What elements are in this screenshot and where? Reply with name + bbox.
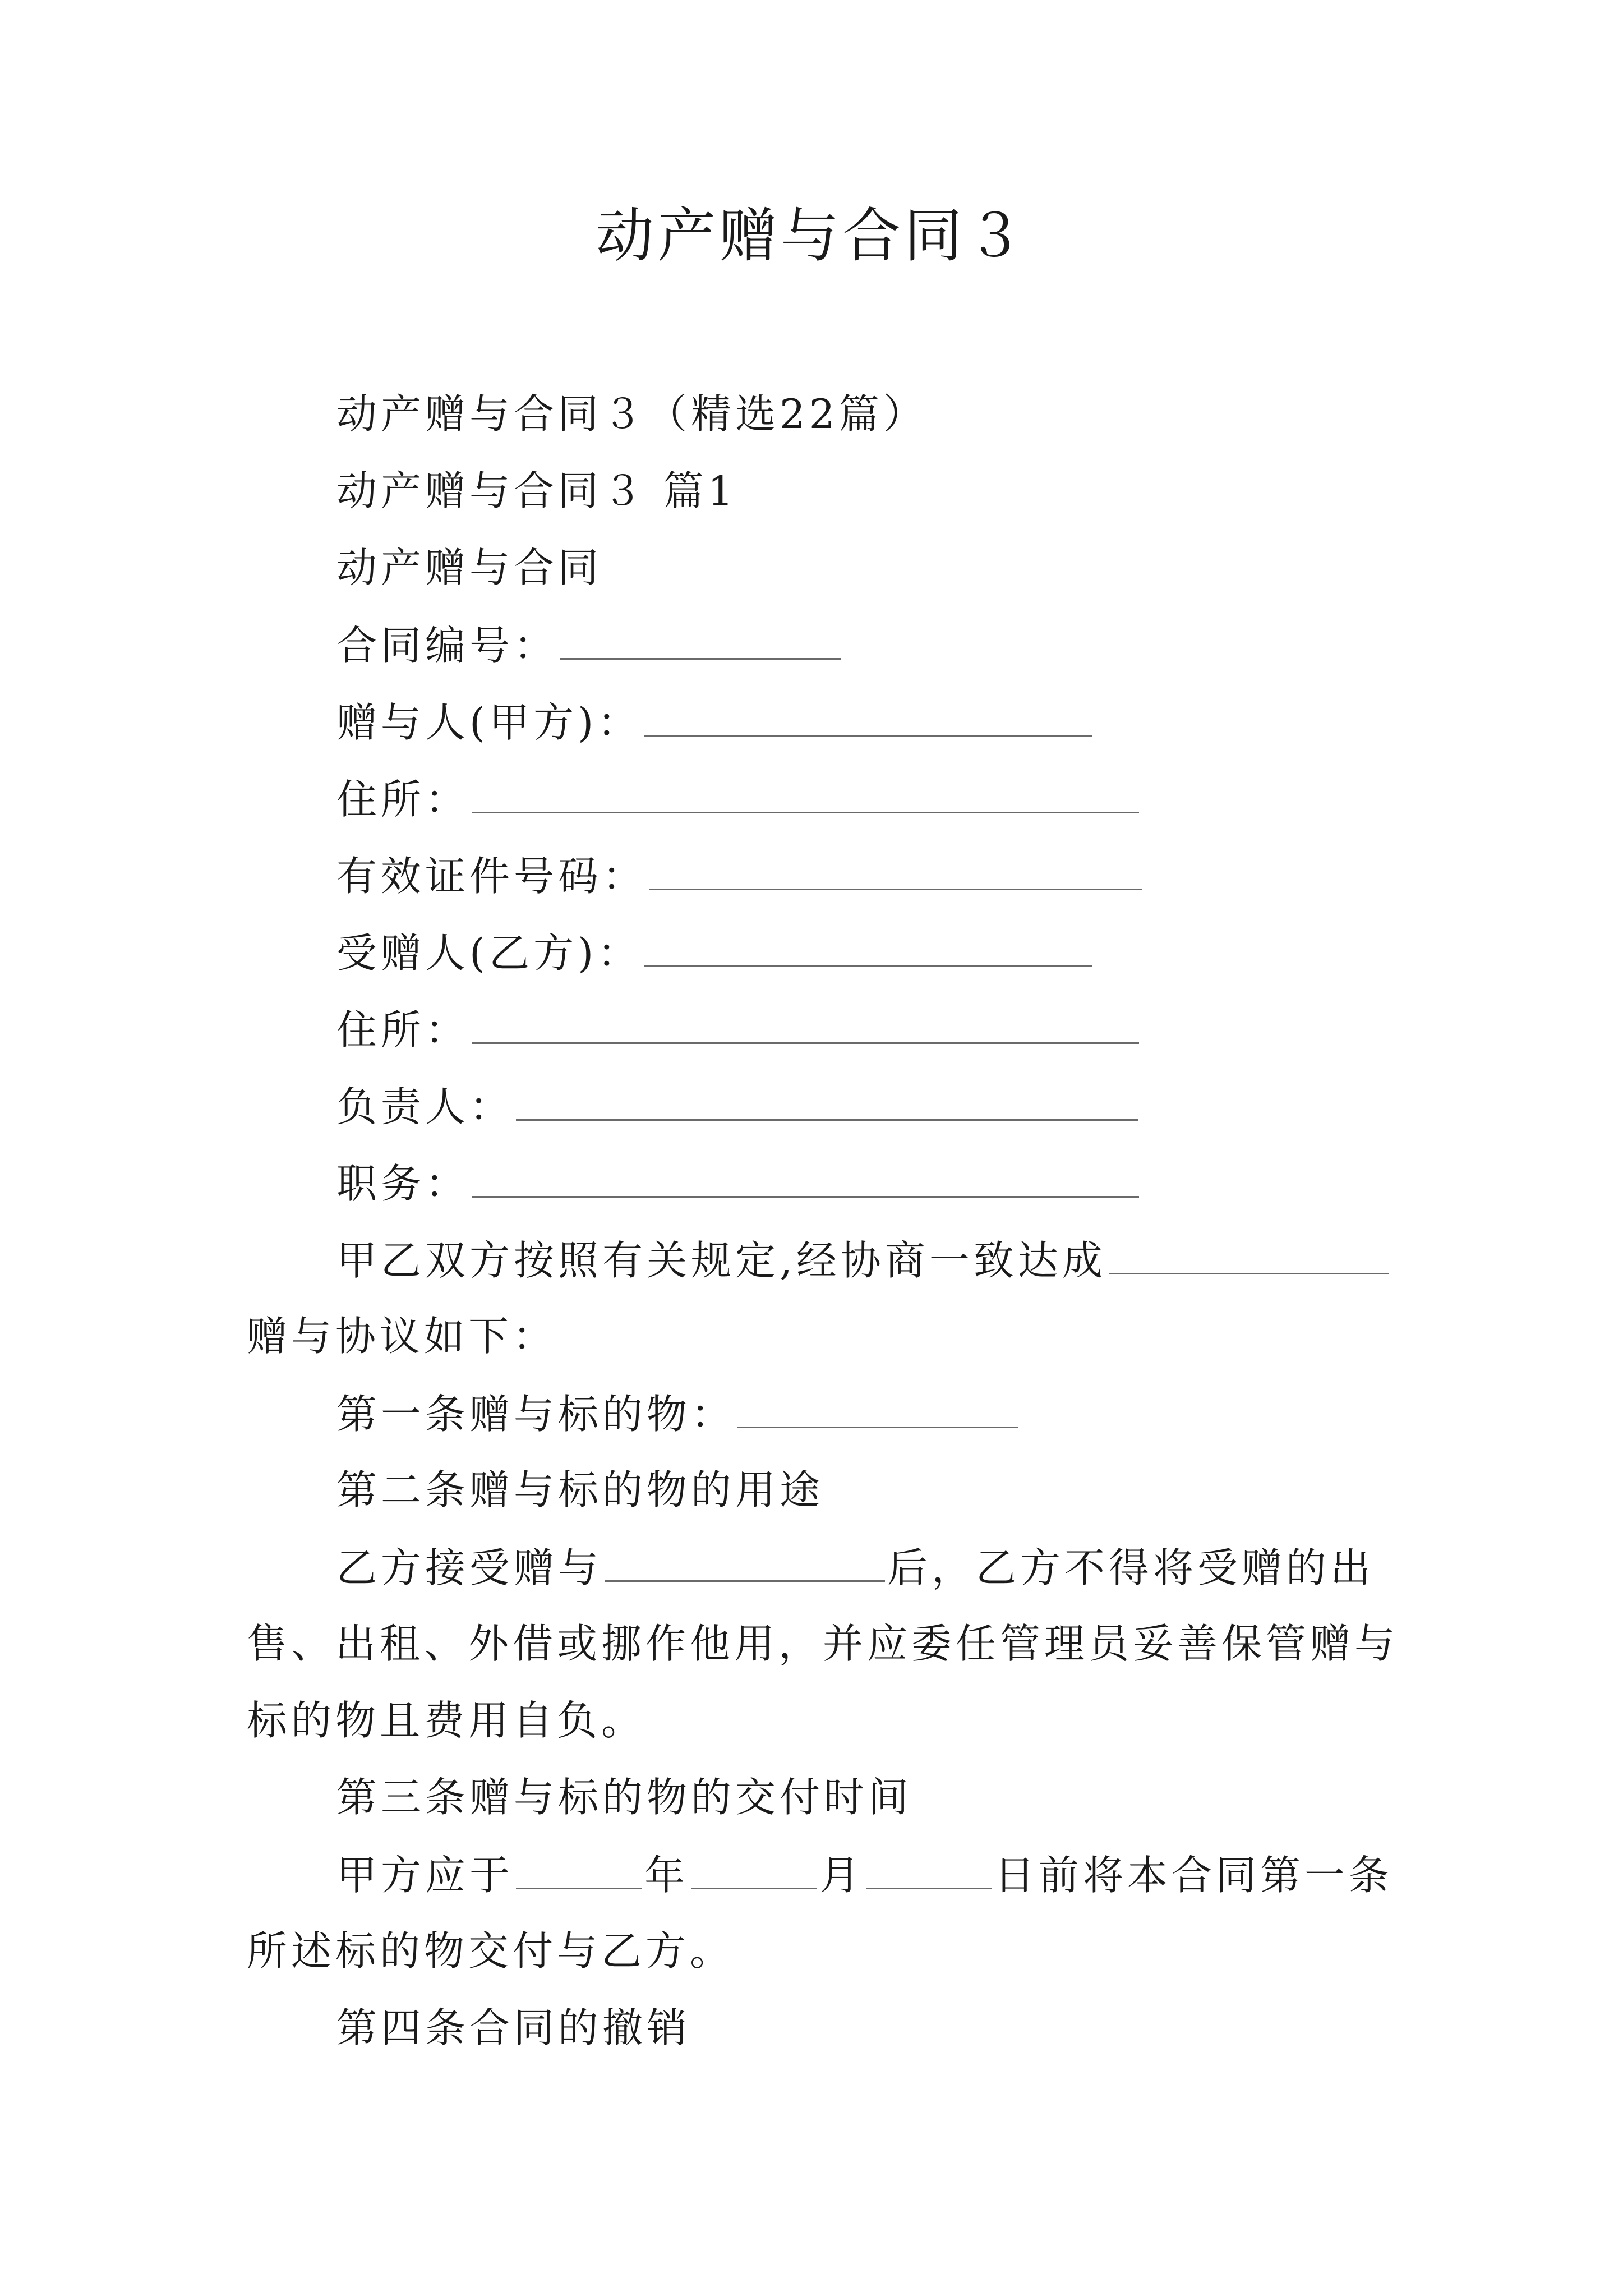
donee-address-blank[interactable] bbox=[472, 1001, 1139, 1044]
donor-address-blank[interactable] bbox=[472, 770, 1139, 813]
contract-heading-line bbox=[336, 540, 602, 596]
article-2-text-c: 售、出租、外借或挪作他用，并应委任管理员妥善保管赠与 bbox=[247, 1620, 1399, 1667]
article-3-text-b: 所述标的物交付与乙方。 bbox=[247, 1927, 735, 1975]
position-label: 职务： bbox=[336, 1160, 470, 1207]
article-2-heading: 第二条赠与标的物的用途 bbox=[336, 1466, 824, 1513]
article-1-blank[interactable] bbox=[737, 1385, 1018, 1428]
id-number-label: 有效证件号码： bbox=[336, 853, 647, 900]
subtitle-text: 动产赠与合同３（精选22篇） bbox=[336, 390, 928, 438]
position-blank[interactable] bbox=[472, 1154, 1139, 1198]
article-3-heading: 第三条赠与标的物的交付时间 bbox=[336, 1774, 913, 1821]
article-2-paragraph-line-1 bbox=[336, 1539, 1375, 1596]
donee-label: 受赠人(乙方)： bbox=[336, 930, 642, 977]
agreement-blank[interactable] bbox=[1109, 1231, 1389, 1274]
id-number-blank[interactable] bbox=[649, 847, 1142, 890]
donor-line bbox=[336, 693, 1095, 751]
article-2-text-a: 乙方接受赠与 bbox=[336, 1544, 603, 1591]
month-label: 月 bbox=[819, 1852, 864, 1899]
donee-address-line bbox=[336, 1001, 1141, 1058]
article-2-paragraph-line-3 bbox=[247, 1692, 645, 1749]
donor-address-line bbox=[336, 770, 1141, 827]
day-blank[interactable] bbox=[866, 1846, 992, 1889]
donee-blank[interactable] bbox=[644, 924, 1092, 967]
article-3-paragraph-line-1 bbox=[336, 1846, 1393, 1903]
section-heading: 动产赠与合同３ 篇1 bbox=[336, 467, 737, 514]
donee-address-label: 住所： bbox=[336, 1006, 470, 1053]
subtitle-line bbox=[336, 386, 928, 442]
position-line bbox=[336, 1154, 1141, 1212]
article-2-blank[interactable] bbox=[605, 1539, 885, 1582]
year-blank[interactable] bbox=[516, 1846, 642, 1889]
donor-label: 赠与人(甲方)： bbox=[336, 699, 642, 746]
donee-line bbox=[336, 924, 1095, 981]
article-1-label: 第一条赠与标的物： bbox=[336, 1391, 736, 1438]
agreement-line-2 bbox=[247, 1308, 557, 1364]
article-2-text-b: 后，乙方不得将受赠的出 bbox=[887, 1544, 1375, 1591]
article-2-text-d: 标的物且费用自负。 bbox=[247, 1697, 646, 1744]
contract-number-blank[interactable] bbox=[560, 616, 841, 660]
year-label: 年 bbox=[644, 1852, 689, 1899]
day-text: 日前将本合同第一条 bbox=[994, 1852, 1394, 1899]
article-2-paragraph-line-2 bbox=[247, 1616, 1399, 1672]
document-title: 动产赠与合同３ bbox=[595, 201, 1027, 270]
responsible-line bbox=[336, 1078, 1141, 1135]
agreement-text-b: 赠与协议如下： bbox=[247, 1313, 557, 1360]
month-blank[interactable] bbox=[691, 1846, 817, 1889]
article-3-heading-line bbox=[336, 1769, 912, 1825]
article-3-paragraph-line-2 bbox=[247, 1923, 734, 1979]
contract-number-label: 合同编号： bbox=[336, 622, 559, 669]
article-1-line bbox=[336, 1385, 1020, 1442]
contract-number-line bbox=[336, 616, 843, 674]
article-4-heading-line bbox=[336, 2000, 691, 2056]
agreement-line-1 bbox=[336, 1231, 1391, 1289]
article-2-heading-line bbox=[336, 1462, 824, 1518]
donor-address-label: 住所： bbox=[336, 776, 470, 823]
contract-heading: 动产赠与合同 bbox=[336, 544, 603, 591]
article-3-text-a: 甲方应于 bbox=[336, 1852, 514, 1899]
article-4-heading: 第四条合同的撤销 bbox=[336, 2004, 691, 2051]
donor-blank[interactable] bbox=[644, 693, 1092, 737]
agreement-text-a: 甲乙双方按照有关规定,经协商一致达成 bbox=[336, 1237, 1106, 1284]
responsible-blank[interactable] bbox=[516, 1078, 1138, 1121]
id-number-line bbox=[336, 847, 1145, 904]
responsible-label: 负责人： bbox=[336, 1083, 514, 1130]
section-line bbox=[336, 463, 737, 519]
